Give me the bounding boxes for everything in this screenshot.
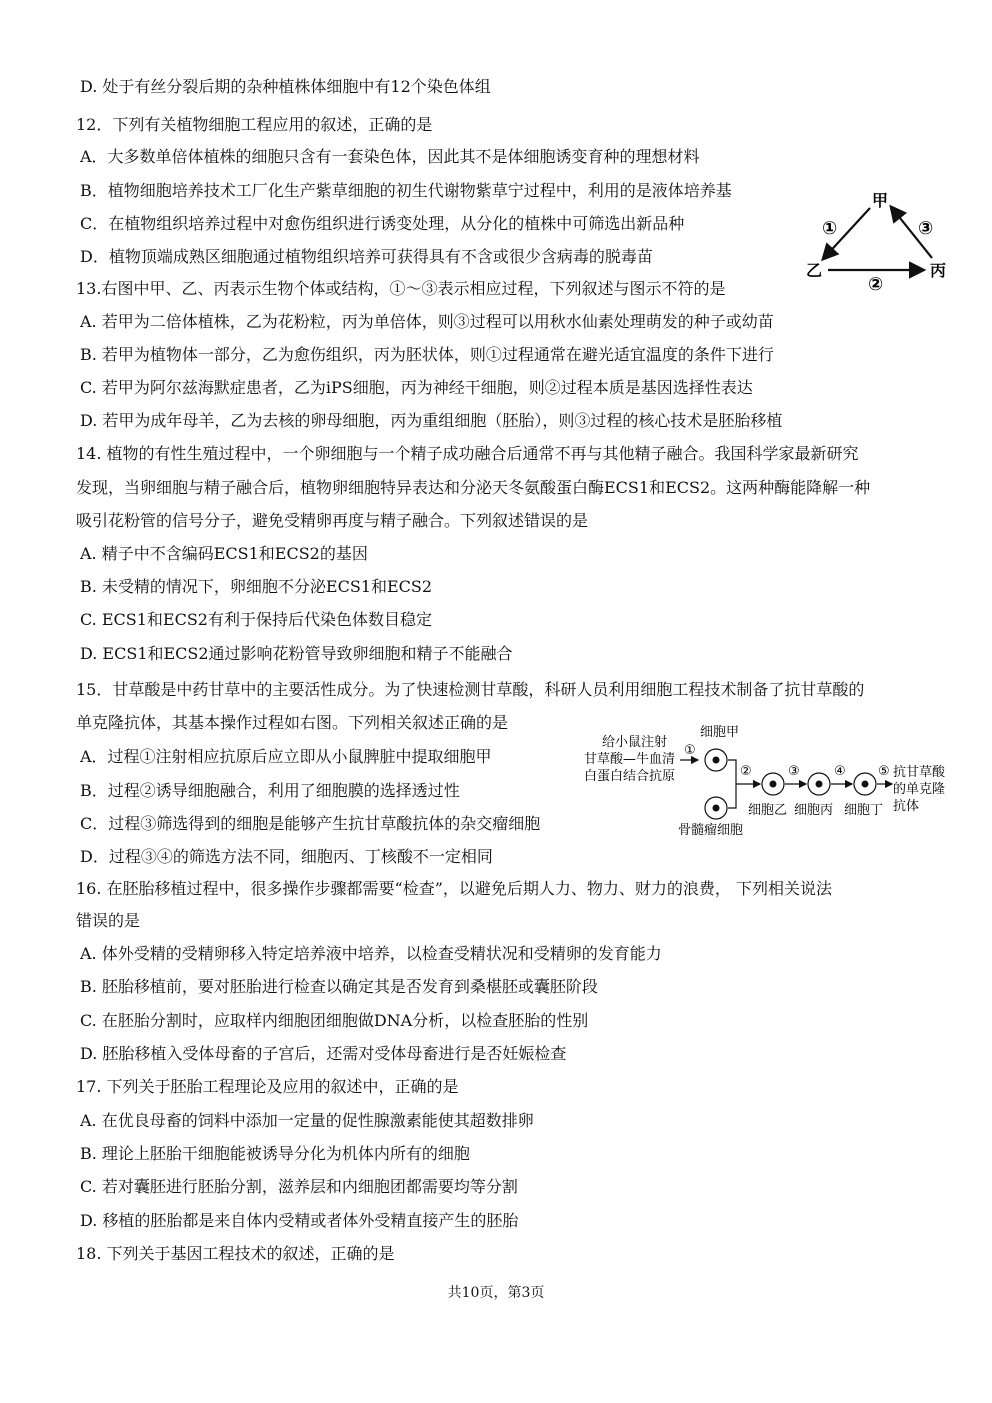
- page-footer: 共10页，第3页: [447, 1285, 545, 1301]
- process-diagram-13: [800, 186, 960, 296]
- label-yi: 乙: [806, 261, 823, 280]
- question-text: 14. 植物的有性生殖过程中，一个卵细胞与一个精子成功融合后通常不再与其他精子融合。我国科学家最新研究: [76, 444, 859, 463]
- option-text: B. 理论上胚胎干细胞能被诱导分化为机体内所有的细胞: [80, 1144, 470, 1163]
- myeloma-label: 骨髓瘤细胞: [678, 823, 744, 838]
- question-text: 单克隆抗体，其基本操作过程如右图。下列相关叙述正确的是: [76, 713, 509, 732]
- option-text: B．过程②诱导细胞融合，利用了细胞膜的选择透过性: [80, 781, 460, 800]
- antibody-line-1: 抗甘草酸: [893, 765, 946, 780]
- option-text: D. 胚胎移植入受体母畜的子宫后，还需对受体母畜进行是否妊娠检查: [80, 1044, 567, 1063]
- option-text: C．过程③筛选得到的细胞是能够产生抗甘草酸抗体的杂交瘤细胞: [80, 814, 541, 833]
- step-3: ③: [788, 764, 800, 779]
- option-text: A. 若甲为二倍体植株，乙为花粉粒，丙为单倍体，则③过程可以用秋水仙素处理萌发的种子或幼苗: [80, 312, 774, 331]
- option-text: B. 胚胎移植前，要对胚胎进行检查以确定其是否发育到桑椹胚或囊胚阶段: [80, 977, 598, 996]
- option-text: B. 若甲为植物体一部分，乙为愈伤组织，丙为胚状体，则①过程通常在避光适宜温度的条件下进行: [80, 345, 774, 364]
- option-text: D. ECS1和ECS2通过影响花粉管导致卵细胞和精子不能融合: [80, 644, 513, 663]
- label-bing: 丙: [930, 261, 947, 280]
- option-text: C. 在胚胎分割时，应取样内细胞团细胞做DNA分析，以检查胚胎的性别: [80, 1011, 589, 1030]
- step-1: ①: [684, 743, 696, 758]
- step-2: ②: [740, 764, 752, 779]
- step-4: ④: [834, 764, 846, 779]
- question-text: 13.右图中甲、乙、丙表示生物个体或结构，①～③表示相应过程，下列叙述与图示不符的是: [76, 279, 726, 298]
- option-text: A．过程①注射相应抗原后应立即从小鼠脾脏中提取细胞甲: [80, 747, 492, 766]
- label-p2: ②: [868, 274, 884, 295]
- question-text: 16. 在胚胎移植过程中，很多操作步骤都需要“检查”，以避免后期人力、物力、财力的浪费， 下列相关说法: [76, 879, 832, 898]
- option-text: D. 若甲为成年母羊，乙为去核的卵母细胞，丙为重组细胞（胚胎），则③过程的核心技术是胚胎移植: [80, 411, 783, 430]
- option-text: B．植物细胞培养技术工厂化生产紫草细胞的初生代谢物紫草宁过程中，利用的是液体培养基: [80, 181, 732, 200]
- label-p3: ③: [918, 218, 934, 239]
- cell-ding-label: 细胞丁: [844, 803, 884, 818]
- label-p1: ①: [822, 218, 838, 239]
- inject-line-1: 给小鼠注射: [602, 735, 668, 750]
- cell-bing-label: 细胞丙: [794, 803, 834, 818]
- option-text: D．植物顶端成熟区细胞通过植物组织培养可获得具有不含或很少含病毒的脱毒苗: [80, 247, 653, 266]
- option-text: D. 移植的胚胎都是来自体内受精或者体外受精直接产生的胚胎: [80, 1211, 519, 1230]
- option-text: C. ECS1和ECS2有利于保持后代染色体数目稳定: [80, 610, 432, 629]
- antibody-line-2: 的单克隆: [893, 782, 946, 797]
- option-text: C. 若甲为阿尔兹海默症患者，乙为iPS细胞，丙为神经干细胞，则②过程本质是基因选择性表达: [80, 378, 753, 397]
- question-text: 18. 下列关于基因工程技术的叙述，正确的是: [76, 1244, 395, 1263]
- step-5: ⑤: [878, 764, 890, 779]
- option-text: A. 体外受精的受精卵移入特定培养液中培养，以检查受精状况和受精卵的发育能力: [80, 944, 662, 963]
- antibody-line-3: 抗体: [893, 799, 920, 814]
- option-text: D．过程③④的筛选方法不同，细胞丙、丁核酸不一定相同: [80, 847, 493, 866]
- option-text: D. 处于有丝分裂后期的杂种植株体细胞中有12个染色体组: [80, 77, 491, 96]
- label-jia: 甲: [872, 191, 889, 210]
- question-text: 17. 下列关于胚胎工程理论及应用的叙述中，正确的是: [76, 1077, 459, 1096]
- option-text: C. 若对囊胚进行胚胎分割，滋养层和内细胞团都需要均等分割: [80, 1177, 518, 1196]
- option-text: A. 精子中不含编码ECS1和ECS2的基因: [80, 544, 368, 563]
- option-text: B. 未受精的情况下，卵细胞不分泌ECS1和ECS2: [80, 577, 433, 596]
- question-text: 吸引花粉管的信号分子，避免受精卵再度与精子融合。下列叙述错误的是: [76, 511, 589, 530]
- question-text: 错误的是: [76, 911, 141, 930]
- question-text: 15．甘草酸是中药甘草中的主要活性成分。为了快速检测甘草酸，科研人员利用细胞工程技术制备了抗甘草酸的: [76, 680, 865, 699]
- option-text: A. 在优良母畜的饲料中添加一定量的促性腺激素能使其超数排卵: [80, 1111, 534, 1130]
- cell-yi-label: 细胞乙: [748, 803, 788, 818]
- question-text: 发现，当卵细胞与精子融合后，植物卵细胞特异表达和分泌天冬氨酸蛋白酶ECS1和ECS2。这两种酶能降解一种: [76, 478, 871, 497]
- cell-jia-label: 细胞甲: [700, 725, 740, 740]
- inject-line-2: 甘草酸—牛血清: [584, 752, 676, 767]
- option-text: C．在植物组织培养过程中对愈伤组织进行诱变处理，从分化的植株中可筛选出新品种: [80, 214, 685, 233]
- question-text: 12．下列有关植物细胞工程应用的叙述，正确的是: [76, 115, 433, 134]
- inject-line-3: 白蛋白结合抗原: [584, 769, 676, 784]
- process-diagram-15: [580, 720, 960, 842]
- option-text: A．大多数单倍体植株的细胞只含有一套染色体，因此其不是体细胞诱变育种的理想材料: [80, 147, 700, 166]
